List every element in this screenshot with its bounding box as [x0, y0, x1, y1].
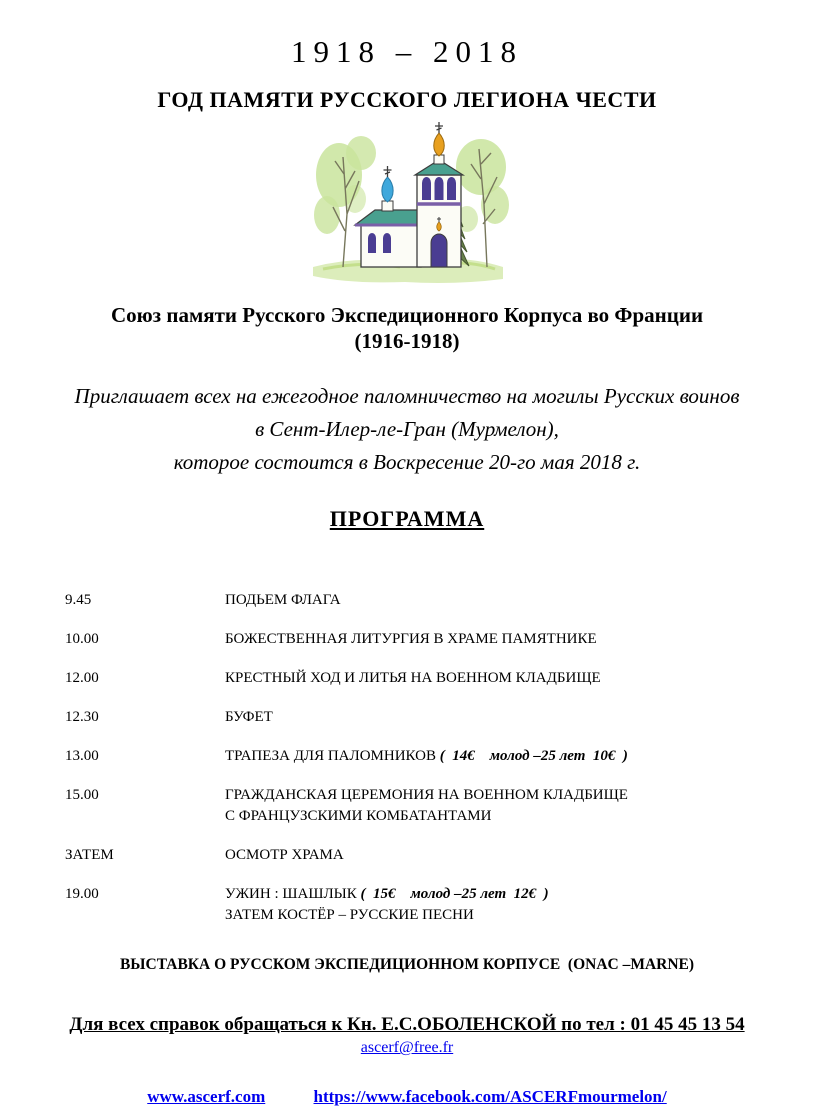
website-link[interactable]: www.ascerf.com [147, 1087, 266, 1107]
activity-text: УЖИН : ШАШЛЫК [225, 886, 361, 903]
schedule-time: ЗАТЕМ [65, 847, 114, 864]
schedule-activity [225, 707, 774, 728]
schedule-activity [225, 668, 774, 689]
organization-name: Союз памяти Русского Экспедиционного Корпуса во Франции [110, 303, 704, 327]
schedule-row [65, 668, 774, 689]
invitation-line-2: в Сент-Илер-ле-Гран (Мурмелон), [255, 417, 559, 442]
schedule-row [65, 590, 774, 611]
church-illustration-svg [305, 119, 510, 287]
schedule-time: 12.00 [65, 670, 99, 687]
schedule-row [65, 845, 774, 866]
schedule-activity [225, 590, 774, 611]
invitation-line-3: которое состоится в Воскресение 20-го мая 2018 г. [173, 450, 641, 475]
activity-line2: ЗАТЕМ КОСТЁР – РУССКИЕ ПЕСНИ [225, 907, 474, 924]
schedule-row [65, 884, 774, 926]
activity-text: ГРАЖДАНСКАЯ ЦЕРЕМОНИЯ НА ВОЕННОМ КЛАДБИЩЕ [225, 787, 628, 804]
schedule-time: 15.00 [65, 787, 99, 804]
document-page [0, 34, 814, 1109]
schedule-row [65, 629, 774, 650]
email-line [0, 1039, 814, 1057]
contact-info: Для всех справок обращаться к Кн. Е.С.ОБОЛЕНСКОЙ по тел : 01 45 45 13 54 [69, 1014, 745, 1036]
activity-text: КРЕСТНЫЙ ХОД И ЛИТЬЯ НА ВОЕННОМ КЛАДБИЩЕ [225, 670, 601, 687]
footer-links [0, 1087, 814, 1107]
email-link[interactable]: ascerf@free.fr [360, 1039, 454, 1057]
activity-line2: С ФРАНЦУЗСКИМИ КОМБАТАНТАМИ [225, 808, 492, 825]
schedule-activity [225, 884, 774, 926]
schedule-activity [225, 845, 774, 866]
activity-text: БОЖЕСТВЕННАЯ ЛИТУРГИЯ В ХРАМЕ ПАМЯТНИКЕ [225, 631, 597, 648]
schedule-time: 13.00 [65, 748, 99, 765]
activity-text: ОСМОТР ХРАМА [225, 847, 344, 864]
organization-years: (1916-1918) [354, 329, 460, 354]
invitation-text [0, 380, 814, 479]
schedule-time: 19.00 [65, 886, 99, 903]
facebook-link[interactable]: https://www.facebook.com/ASCERFmourmelon/ [313, 1087, 667, 1107]
activity-price: ( 15€ молод –25 лет 12€ ) [360, 886, 549, 903]
schedule-row [65, 707, 774, 728]
schedule-activity [225, 785, 774, 827]
schedule-activity [225, 629, 774, 650]
page-title: 1918 – 2018 [291, 34, 523, 69]
activity-text: ПОДЬЕМ ФЛАГА [225, 592, 341, 609]
schedule-time: 10.00 [65, 631, 99, 648]
memorial-title: ГОД ПАМЯТИ РУССКОГО ЛЕГИОНА ЧЕСТИ [157, 87, 657, 112]
invitation-line-1: Приглашает всех на ежегодное паломничество на могилы Русских воинов [74, 384, 740, 409]
exhibition-note: ВЫСТАВКА О РУССКОМ ЭКСПЕДИЦИОННОМ КОРПУСЕ (ONAC –MARNE) [119, 956, 695, 974]
activity-price: ( 14€ молод –25 лет 10€ ) [439, 748, 628, 765]
schedule-row [65, 746, 774, 767]
schedule-time: 12.30 [65, 709, 99, 726]
program-schedule [65, 590, 774, 926]
schedule-activity [225, 746, 774, 767]
program-heading: ПРОГРАММА [329, 506, 485, 532]
activity-text: ТРАПЕЗА ДЛЯ ПАЛОМНИКОВ [225, 748, 440, 765]
schedule-row [65, 785, 774, 827]
church-illustration [305, 119, 510, 287]
activity-text: БУФЕТ [225, 709, 273, 726]
schedule-time: 9.45 [65, 592, 92, 609]
